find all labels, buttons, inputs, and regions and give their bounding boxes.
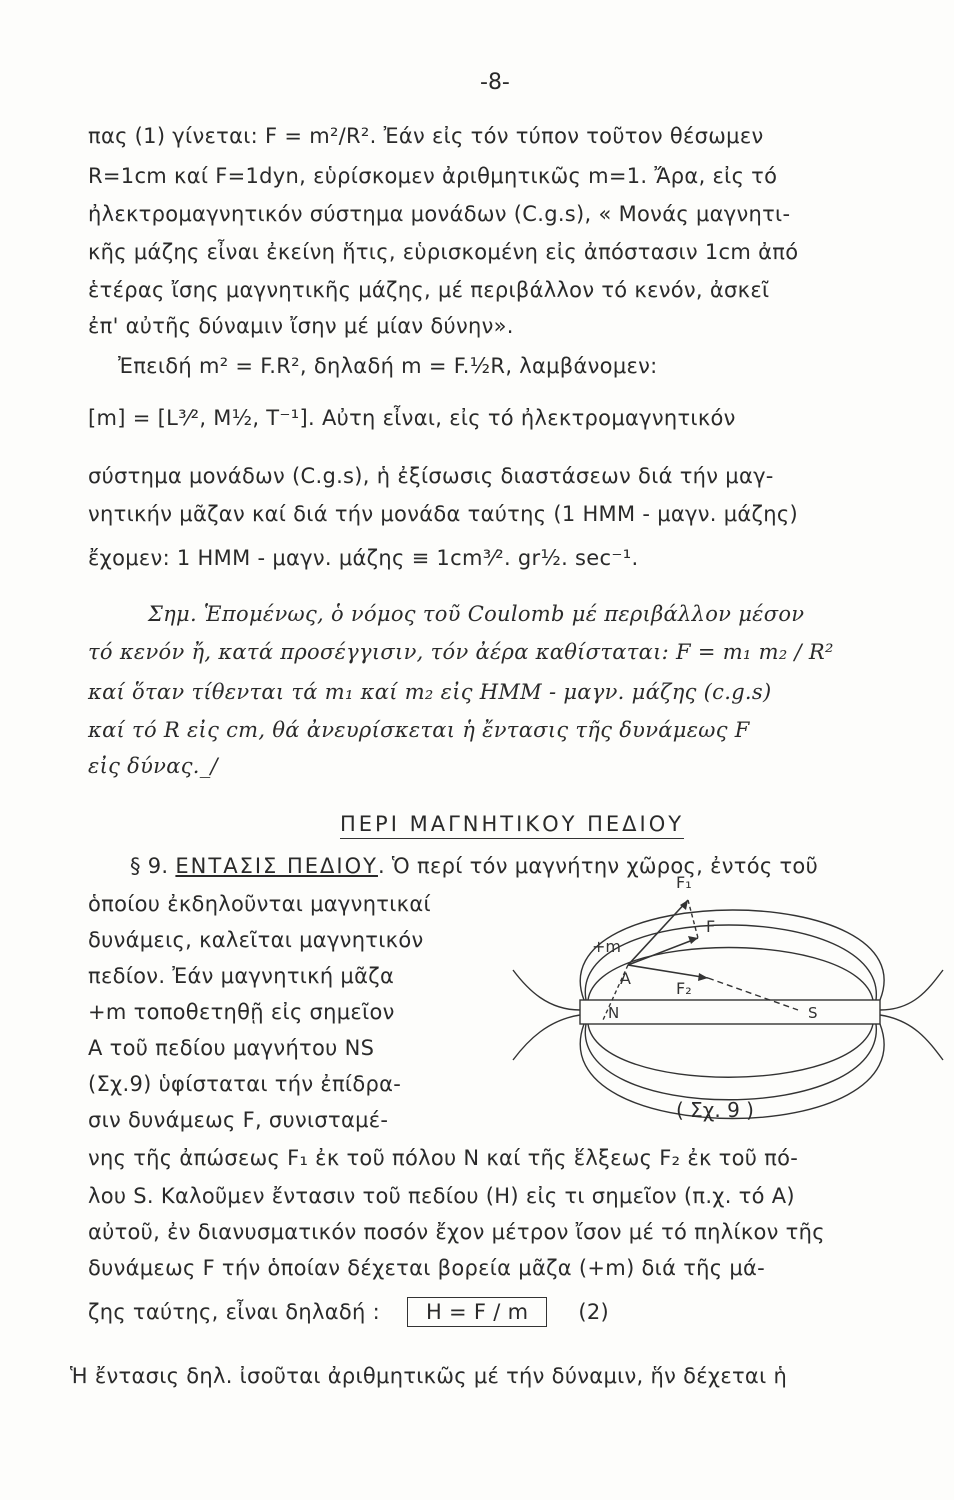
text-line: σιν δυνάμεως F, συνισταμέ- <box>88 1108 389 1132</box>
text-line: ἑτέρας ἴσης μαγνητικῆς μάζης, μέ περιβάλλον τό κενόν, ἀσκεῖ <box>88 278 770 302</box>
text-line: ἔχομεν: 1 HMM - μαγν. μάζης ≡ 1cm³⁄². gr½. sec⁻¹. <box>88 546 639 570</box>
label-f: F <box>706 917 716 936</box>
text-line: R=1cm καί F=1dyn, εὑρίσκομεν ἀριθμητικῶς m=1. Ἄρα, εἰς τό <box>88 164 778 188</box>
text-line: πεδίον. Ἐάν μαγνητική μᾶζα <box>88 964 395 988</box>
text-line: Ἐπειδή m² = F.R², δηλαδή m = F.½R, λαμβάνομεν: <box>118 354 658 378</box>
note-line: τό κενόν ἤ, κατά προσέγγισιν, τόν ἀέρα καθίσταται: F = m₁ m₂ / R² <box>88 640 834 664</box>
text-line: αὐτοῦ, ἐν διανυσματικόν ποσόν ἔχον μέτρον ἴσον μέ τό πηλίκον τῆς <box>88 1220 825 1244</box>
label-s: S <box>808 1004 818 1022</box>
text-line: δυνάμεις, καλεῖται μαγνητικόν <box>88 928 424 952</box>
text-line: ἐπ' αὐτῆς δύναμιν ἴσην μέ μίαν δύνην». <box>88 314 514 338</box>
label-f2: F₂ <box>676 979 692 998</box>
page-number: -8- <box>480 70 510 95</box>
note-line: καί ὅταν τίθενται τά m₁ καί m₂ εἰς HMM - μαγν. μάζης (c.g.s) <box>88 680 772 704</box>
text-line: Ἡ ἔντασις δηλ. ἰσοῦται ἀριθμητικῶς μέ τήν δύναμιν, ἥν δέχεται ἡ <box>70 1364 788 1388</box>
section-number: § 9. <box>130 854 169 878</box>
label-n: N <box>608 1004 620 1022</box>
text-line: νης τῆς ἀπώσεως F₁ ἐκ τοῦ πόλου N καί τῆς ἕλξεως F₂ ἐκ τοῦ πό- <box>88 1146 799 1170</box>
section-first-line-text: . Ὁ περί τόν μαγνήτην χῶρος, ἐντός τοῦ <box>377 854 819 878</box>
formula-intro: ζης ταύτης, εἶναι δηλαδή : <box>88 1300 380 1324</box>
formula-number: (2) <box>578 1300 609 1324</box>
text-line: +m τοποθετηθῇ εἰς σημεῖον <box>88 1000 395 1024</box>
text-line: πας (1) γίνεται: F = m²/R². Ἐάν εἰς τόν τύπον τοῦτον θέσωμεν <box>88 124 764 148</box>
text-line: κῆς μάζης εἶναι ἐκείνη ἥτις, εὑρισκομένη εἰς ἀπόστασιν 1cm ἀπό <box>88 240 799 264</box>
text-line: νητικήν μᾶζαν καί διά τήν μονάδα ταύτης (1 HMM - μαγν. μάζης) <box>88 502 798 526</box>
formula-box: H = F / m <box>407 1297 547 1327</box>
text-line: ὁποίου ἐκδηλοῦνται μαγνητικαί <box>88 892 431 916</box>
note-line: εἰς δύνας._/ <box>88 754 218 778</box>
label-plus-m: +m <box>592 937 621 956</box>
text-line: σύστημα μονάδων (C.g.s), ἡ ἐξίσωσις διαστάσεων διά τήν μαγ- <box>88 464 774 488</box>
text-line: λου S. Καλοῦμεν ἔντασιν τοῦ πεδίου (H) εἰς τι σημεῖον (π.χ. τό A) <box>88 1184 795 1208</box>
text-line: (Σχ.9) ὑφίσταται τήν ἐπίδρα- <box>88 1072 402 1096</box>
text-line: ἠλεκτρομαγνητικόν σύστημα μονάδων (C.g.s), « Μονάς μαγνητι- <box>88 202 791 226</box>
note-line: καί τό R εἰς cm, θά ἀνευρίσκεται ἡ ἔντασις τῆς δυνάμεως F <box>88 718 750 742</box>
figure-caption: ( Σχ. 9 ) <box>676 1098 754 1122</box>
text-line: [m] = [L³⁄², M½, T⁻¹]. Αὐτη εἶναι, εἰς τό ἠλεκτρομαγνητικόν <box>88 406 736 430</box>
label-f1: F₁ <box>676 873 692 892</box>
section-title: ΕΝΤΑΣΙΣ ΠΕΔΙΟΥ <box>175 854 378 878</box>
section-heading: ΠΕΡΙ ΜΑΓΝΗΤΙΚΟΥ ΠΕΔΙΟΥ <box>340 812 684 839</box>
text-line: δυνάμεως F τήν ὁποίαν δέχεται βορεία μᾶζα (+m) διά τῆς μά- <box>88 1256 766 1280</box>
bar-magnet <box>580 1000 880 1024</box>
text-line: A τοῦ πεδίου μαγνήτου NS <box>88 1036 375 1060</box>
label-a: A <box>620 969 631 988</box>
formula-line <box>88 1298 938 1326</box>
note-line: Σημ. Ἑπομένως, ὁ νόμος τοῦ Coulomb μέ περιβάλλον μέσον <box>148 602 805 626</box>
